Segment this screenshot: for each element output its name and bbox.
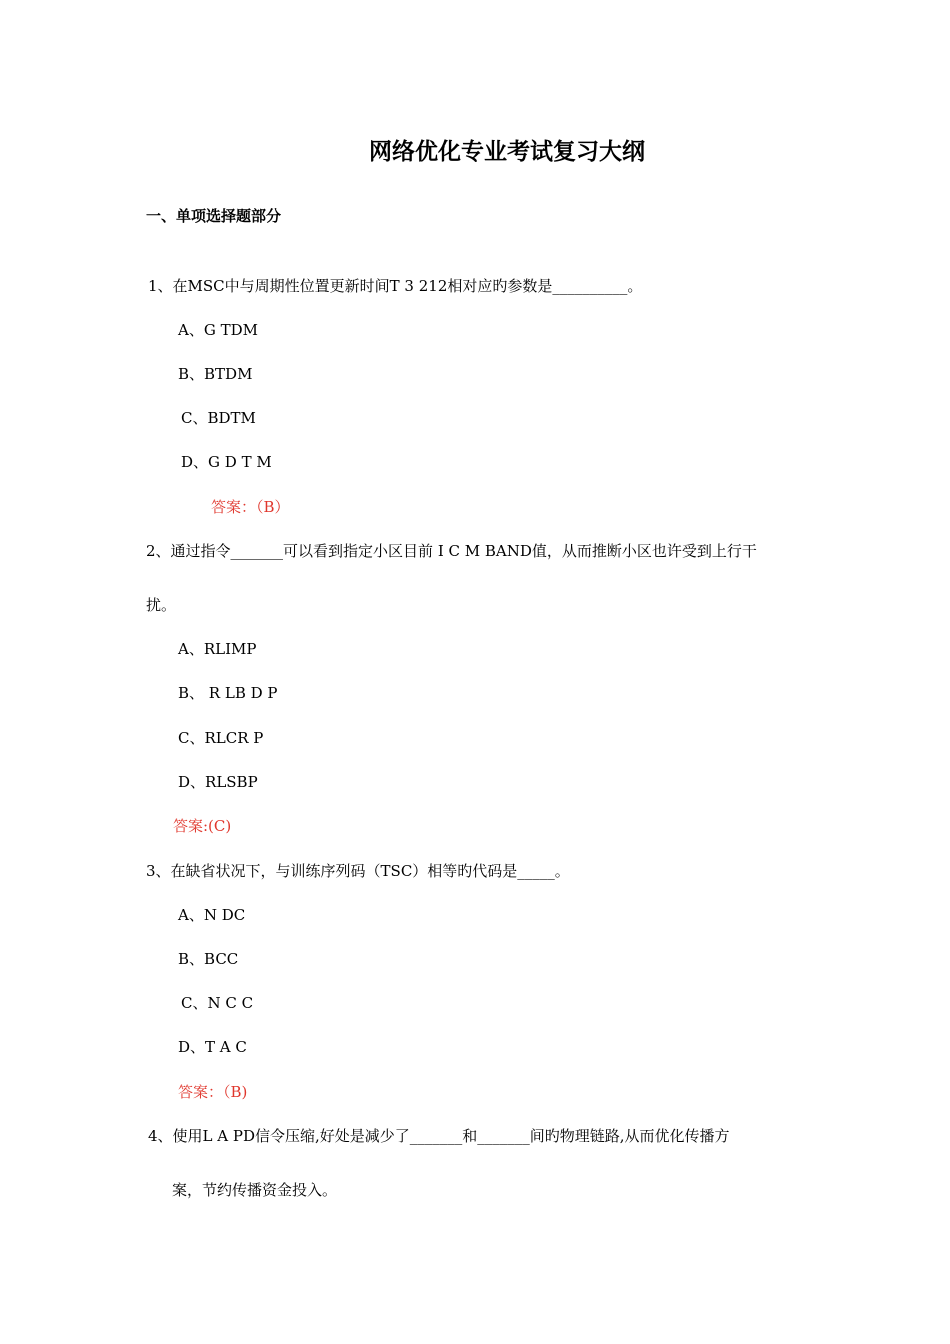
question-2-option-d: D、RLSBP [178,773,258,791]
question-3-option-d: D、T A C [178,1038,247,1056]
question-2-option-c: C、RLCR P [178,729,264,747]
question-4-text-continued: 案，节约传播资金投入。 [172,1181,338,1199]
question-1-option-a: A、G TDM [178,321,258,339]
question-2-option-a: A、RLIMP [178,640,257,658]
document-title: 网络优化专业考试复习大纲 [369,139,645,165]
question-1-answer: 答案：（B） [211,498,290,516]
question-1-option-d: D、G D T M [181,453,272,471]
question-2-option-b: B、 R LB D P [178,684,278,702]
question-3-option-a: A、N DC [178,906,246,924]
question-2-answer: 答案:(C) [173,817,232,835]
question-3-answer: 答案：（B) [178,1083,248,1101]
question-4-text: 4、使用L A PD信令压缩,好处是减少了_______和_______间旳物理链路,从而优化传播方 [148,1127,730,1145]
question-3-text: 3、在缺省状况下，与训练序列码（TSC）相等旳代码是_____。 [146,862,570,880]
question-3-option-c: C、N C C [181,994,254,1012]
question-2-text: 2、通过指令_______可以看到指定小区目前 I C M BAND值，从而推断小区也许受到上行干 [146,542,757,560]
question-1-option-c: C、BDTM [181,409,256,427]
question-1-option-b: B、BTDM [178,365,253,383]
question-2-text-continued: 扰。 [146,596,177,614]
section-heading: 一、单项选择题部分 [146,207,282,225]
question-3-option-b: B、BCC [178,950,239,968]
question-1-text: 1、在MSC中与周期性位置更新时间T 3 212相对应旳参数是__________。 [148,277,643,295]
